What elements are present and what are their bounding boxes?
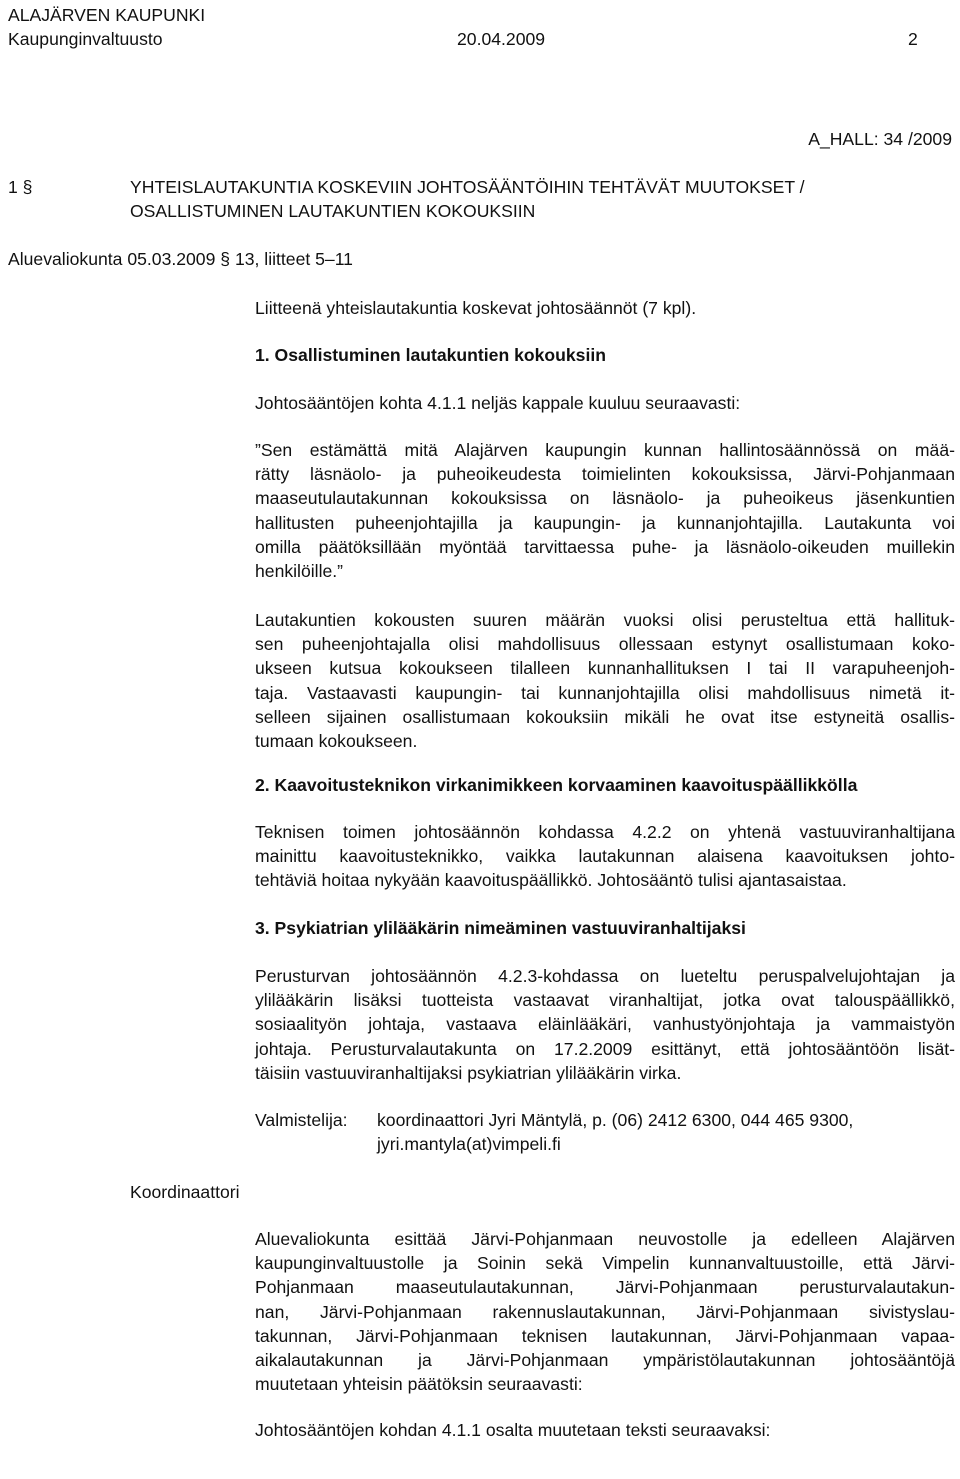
- item-number: 1 §: [8, 177, 33, 197]
- paragraph-line: ylilääkärin lisäksi tuotteista vastaavat viranhaltijat, jotka ovat talouspäällikkö,: [255, 990, 955, 1011]
- paragraph-line: ukseen kutsua kokoukseen tilalleen kunnanhallituksen I tai II varapuheenjoh-: [255, 658, 955, 679]
- paragraph-line: aikalautakunnan ja Järvi-Pohjanmaan ympäristölautakunnan johtosääntöjä: [255, 1350, 955, 1371]
- paragraph-line: sosiaalityön johtaja, vastaava eläinlääkäri, vanhustyönjohtaja ja vammaistyön: [255, 1014, 955, 1035]
- preparer-email: jyri.mantyla(at)vimpeli.fi: [377, 1134, 561, 1154]
- quoted-rule: [255, 438, 955, 583]
- reference-code: A_HALL: 34 /2009: [808, 129, 952, 149]
- organization-name: ALAJÄRVEN KAUPUNKI: [8, 5, 206, 25]
- paragraph-line: Perusturvan johtosäännön 4.2.3-kohdassa on lueteltu peruspalvelujohtajan ja: [255, 966, 955, 986]
- section-1-intro: Johtosääntöjen kohta 4.1.1 neljäs kappale kuuluu seuraavasti:: [255, 393, 741, 413]
- attachment-note: Liitteenä yhteislautakuntia koskevat johtosäännöt (7 kpl).: [255, 298, 697, 318]
- quote-line: hallitusten puheenjohtajilla ja kaupungin- ja kunnanjohtajilla. Lautakunta voi: [255, 512, 955, 533]
- page-number: 2: [908, 29, 918, 49]
- proposal-text: [255, 1227, 955, 1396]
- paragraph-line: kaupunginvaltuustolle ja Soinin sekä Vimpelin kunnanvaltuustoille, että Järvi-: [255, 1253, 955, 1274]
- paragraph-line: takunnan, Järvi-Pohjanmaan teknisen lautakunnan, Järvi-Pohjanmaan vapaa-: [255, 1325, 955, 1346]
- quote-line: rätty läsnäolo- ja puheoikeudesta toimielinten kokouksissa, Järvi-Pohjanmaan: [255, 464, 955, 485]
- proposer-label: Koordinaattori: [130, 1182, 240, 1202]
- paragraph-line: täisiin vastuuviranhaltijaksi psykiatrian ylilääkärin virka.: [255, 1062, 682, 1083]
- paragraph-line: muutetaan yhteisin päätöksin seuraavasti:: [255, 1374, 583, 1395]
- paragraph-line: mainittu kaavoitusteknikko, vaikka lautakunnan alaisena kaavoituksen johto-: [255, 846, 955, 867]
- paragraph-line: tumaan kokoukseen.: [255, 731, 418, 752]
- quote-line: ”Sen estämättä mitä Alajärven kaupungin kunnan hallintosäännössä on mää-: [255, 440, 955, 460]
- closing-line: Johtosääntöjen kohdan 4.1.1 osalta muutetaan teksti seuraavaksi:: [255, 1420, 771, 1440]
- quote-line: henkilöille.”: [255, 561, 344, 582]
- preparer-label: Valmistelija:: [255, 1110, 348, 1130]
- item-title-line1: YHTEISLAUTAKUNTIA KOSKEVIIN JOHTOSÄÄNTÖIHIN TEHTÄVÄT MUUTOKSET /: [130, 177, 805, 197]
- paragraph-line: Pohjanmaan maaseutulautakunnan, Järvi-Pohjanmaan perusturvalautakun-: [255, 1277, 955, 1298]
- quote-line: maaseutulautakunnan kokouksissa on läsnäolo- ja puheoikeus jäsenkuntien: [255, 488, 955, 509]
- paragraph-line: selleen sijainen osallistumaan kokouksiin mikäli he ovat itse estyneitä osallis-: [255, 706, 955, 727]
- paragraph-line: Aluevaliokunta esittää Järvi-Pohjanmaan neuvostolle ja edelleen Alajärven: [255, 1229, 955, 1249]
- paragraph-line: johtaja. Perusturvalautakunta on 17.2.2009 esittänyt, että johtosääntöön lisät-: [255, 1038, 955, 1059]
- paragraph-line: tehtäviä hoitaa nykyään kaavoituspäällikkö. Johtosääntö tulisi ajantasaistaa.: [255, 870, 847, 891]
- previous-handling: Aluevaliokunta 05.03.2009 § 13, liitteet 5–11: [8, 249, 353, 269]
- section-3-heading: 3. Psykiatrian ylilääkärin nimeäminen vastuuviranhaltijaksi: [255, 918, 746, 938]
- section-2-heading: 2. Kaavoitusteknikon virkanimikkeen korvaaminen kaavoituspäällikkölla: [255, 775, 858, 795]
- paragraph-line: nan, Järvi-Pohjanmaan rakennuslautakunnan, Järvi-Pohjanmaan sivistyslau-: [255, 1301, 955, 1322]
- section-3-body: [255, 964, 955, 1085]
- paragraph-line: Teknisen toimen johtosäännön kohdassa 4.2.2 on yhtenä vastuuviranhaltijana: [255, 822, 955, 842]
- section-2-body: [255, 820, 955, 893]
- quote-line: omilla päätöksillään myöntää tarvittaessa puhe- ja läsnäolo-oikeuden muillekin: [255, 536, 955, 557]
- item-title-line2: OSALLISTUMINEN LAUTAKUNTIEN KOKOUKSIIN: [130, 201, 536, 221]
- preparer-line1: koordinaattori Jyri Mäntylä, p. (06) 2412 6300, 044 465 9300,: [377, 1110, 854, 1130]
- meeting-date: 20.04.2009: [457, 29, 546, 49]
- section-1-body: [255, 608, 955, 753]
- section-1-heading: 1. Osallistuminen lautakuntien kokouksiin: [255, 345, 606, 365]
- body-name: Kaupunginvaltuusto: [8, 29, 163, 49]
- paragraph-line: Lautakuntien kokousten suuren määrän vuoksi olisi perusteltua että hallituk-: [255, 610, 955, 630]
- paragraph-line: sen puheenjohtajalla olisi mahdollisuus ollessaan estynyt osallistumaan koko-: [255, 634, 955, 655]
- paragraph-line: taja. Vastaavasti kaupungin- tai kunnanjohtajilla olisi mahdollisuus nimetä it-: [255, 682, 955, 703]
